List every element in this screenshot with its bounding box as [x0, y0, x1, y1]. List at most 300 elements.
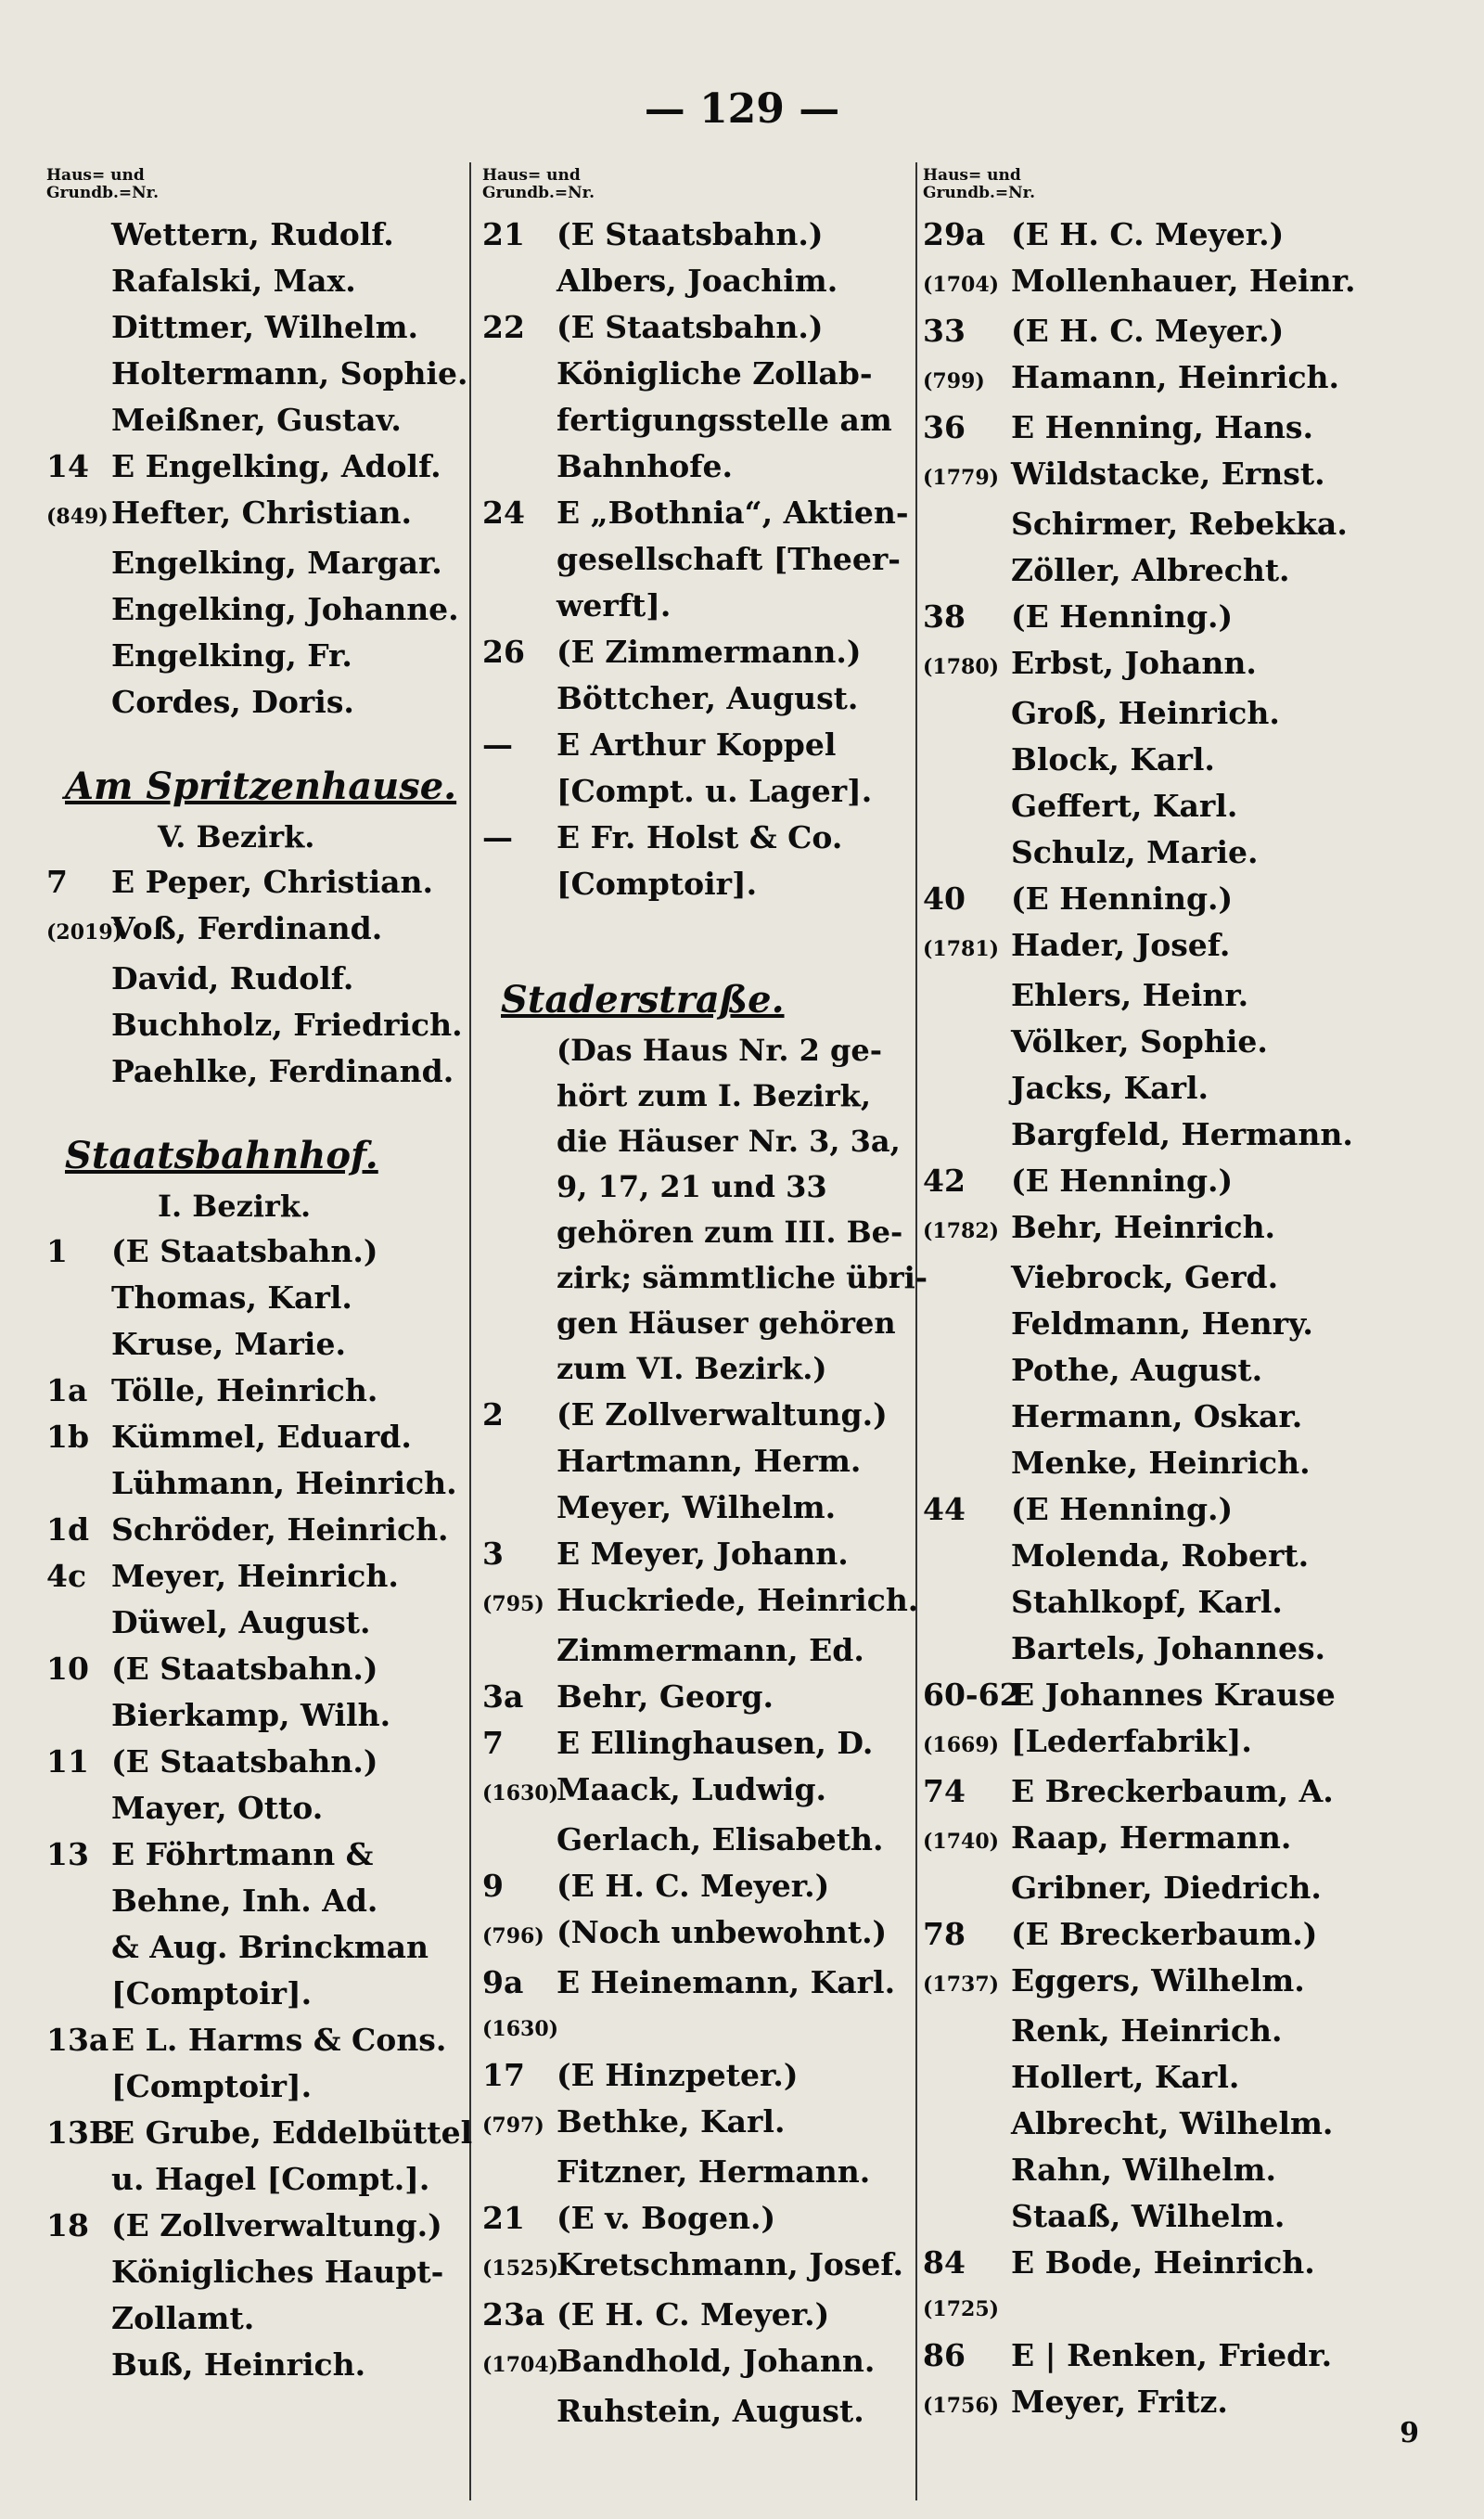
entry-text: Kretschmann, Josef.: [556, 2246, 903, 2282]
entry-text: Behr, Georg.: [556, 1678, 774, 1715]
note-line: die Häuser Nr. 3, 3a,: [556, 1124, 901, 1159]
entry-row: [923, 1204, 1405, 1254]
street-heading: Staatsbahnhof.: [65, 1134, 378, 1177]
entry-text: Buchholz, Friedrich.: [111, 1007, 463, 1043]
entry-text: Eggers, Wilhelm.: [1011, 1962, 1305, 1998]
entry-row: [923, 1112, 1405, 1158]
column-header: Haus= und Grundb.=Nr.: [46, 166, 159, 202]
house-number: 2: [482, 1396, 504, 1433]
entry-row: [482, 1438, 918, 1484]
entry-text: (Noch unbewohnt.): [556, 1914, 888, 1950]
entry-row: [923, 1865, 1405, 1911]
house-number: —: [482, 726, 513, 763]
entry-row: [923, 1768, 1405, 1815]
entry-row: [46, 1321, 473, 1368]
entry-row: [46, 1002, 473, 1048]
entry-row: [923, 1065, 1405, 1112]
entry-row: [46, 212, 473, 258]
entry-text: E Bode, Heinrich.: [1011, 2244, 1315, 2281]
entry-text: Huckriede, Heinrich.: [556, 1582, 919, 1618]
entry-row: [46, 1048, 473, 1095]
entry-row: [923, 1486, 1405, 1533]
entry-row: [923, 354, 1405, 405]
entry-row: [482, 536, 918, 583]
entry-row: [46, 633, 473, 679]
entry-text: (E Staatsbahn.): [111, 1233, 378, 1269]
entry-text: Schulz, Marie.: [1011, 834, 1259, 870]
entry-text: Bahnhofe.: [556, 448, 733, 484]
entry-text: Engelking, Margar.: [111, 545, 442, 581]
register-number: (1704): [923, 273, 1000, 297]
house-number: 13a: [46, 2022, 109, 2058]
entry-row: [46, 540, 473, 586]
entry-row: [482, 490, 918, 536]
entry-text: Schröder, Heinrich.: [111, 1511, 449, 1548]
entry-text: Mayer, Otto.: [111, 1790, 324, 1826]
entry-text: (E Henning.): [1011, 880, 1234, 917]
entry-row: [482, 2006, 918, 2052]
entry-row: [482, 722, 918, 768]
entry-text: E „Bothnia“, Aktien-: [556, 495, 909, 531]
entry-text: [Compt. u. Lager].: [556, 773, 873, 809]
entry-text: Hader, Josef.: [1011, 927, 1231, 963]
house-number: 26: [482, 634, 525, 670]
entry-row: [46, 1460, 473, 1507]
entry-row: [46, 1600, 473, 1646]
entry-row: [482, 1627, 918, 1674]
entry-text: E Arthur Koppel: [556, 726, 837, 763]
entry-row: [923, 2333, 1405, 2379]
house-number: 7: [482, 1725, 504, 1761]
district-label: I. Bezirk.: [158, 1189, 312, 1224]
entry-row: [923, 2286, 1405, 2333]
column-2: [482, 166, 928, 2435]
entry-text: Schirmer, Rebekka.: [1011, 506, 1348, 542]
entry-row: [923, 829, 1405, 876]
entry-row: [923, 1815, 1405, 1865]
entry-row: [482, 304, 918, 351]
entry-text: David, Rudolf.: [111, 960, 354, 996]
entry-row: [482, 2149, 918, 2195]
entry-text: Hefter, Christian.: [111, 495, 412, 531]
entry-text: (E Staatsbahn.): [556, 216, 824, 252]
note-line: gehören zum III. Be-: [556, 1215, 903, 1250]
entry-row: [923, 972, 1405, 1019]
entry-row: [482, 2338, 918, 2388]
entry-text: Renk, Heinrich.: [1011, 2012, 1283, 2049]
entry-text: Gerlach, Elisabeth.: [556, 1821, 884, 1857]
entry-text: Geffert, Karl.: [1011, 788, 1238, 824]
entry-text: Kümmel, Eduard.: [111, 1419, 412, 1455]
entry-text: Gribner, Diedrich.: [1011, 1870, 1322, 1906]
entry-text: u. Hagel [Compt.].: [111, 2161, 430, 2197]
entry-row: [482, 1909, 918, 1960]
register-number: (1780): [923, 655, 1000, 679]
entry-row: [46, 397, 473, 443]
entry-text: Hermann, Oskar.: [1011, 1398, 1303, 1434]
entry-text: (E Zollverwaltung.): [111, 2207, 442, 2243]
house-number: 22: [482, 309, 525, 345]
entry-text: (E Staatsbahn.): [111, 1743, 378, 1780]
entry-text: Bargfeld, Hermann.: [1011, 1116, 1353, 1152]
house-number: 9a: [482, 1964, 524, 2000]
entry-row: [482, 2195, 918, 2242]
entry-text: Holtermann, Sophie.: [111, 355, 468, 392]
house-number: 17: [482, 2057, 525, 2093]
entry-text: Hollert, Karl.: [1011, 2059, 1240, 2095]
entry-text: E Meyer, Johann.: [556, 1536, 849, 1572]
entry-text: Zimmermann, Ed.: [556, 1632, 864, 1668]
entry-row: [46, 956, 473, 1002]
entry-row: [923, 737, 1405, 783]
entry-row: [923, 501, 1405, 547]
entry-text: E Heinemann, Karl.: [556, 1964, 896, 2000]
note-line: hört zum I. Bezirk,: [556, 1078, 871, 1113]
entry-row: [46, 2295, 473, 2342]
entry-text: Behne, Inh. Ad.: [111, 1883, 378, 1919]
entry-row: [482, 629, 918, 675]
register-number: (2019): [46, 920, 123, 945]
register-number: (1704): [482, 2353, 559, 2377]
entry-text: (E Breckerbaum.): [1011, 1916, 1318, 1952]
entry-row: [482, 258, 918, 304]
entry-text: E | Renken, Friedr.: [1011, 2337, 1333, 2373]
entry-row: [482, 1392, 918, 1438]
entry-row: [46, 1924, 473, 1971]
entry-row: [46, 679, 473, 726]
entry-text: Tölle, Heinrich.: [111, 1372, 378, 1408]
entries-block: [482, 212, 918, 907]
register-number: (1725): [923, 2297, 1000, 2321]
entry-text: (E Henning.): [1011, 598, 1234, 635]
entry-text: Bartels, Johannes.: [1011, 1630, 1326, 1666]
register-number: (1740): [923, 1830, 1000, 1854]
entry-text: E Breckerbaum, A.: [1011, 1773, 1334, 1809]
entry-row: [46, 2342, 473, 2388]
entry-row: [482, 1863, 918, 1909]
entry-text: Albrecht, Wilhelm.: [1011, 2105, 1334, 2141]
entry-row: [46, 1507, 473, 1553]
entries-block: [46, 859, 473, 1095]
entry-row: [923, 2054, 1405, 2101]
entry-text: Völker, Sophie.: [1011, 1023, 1268, 1060]
house-number: 60-62: [923, 1677, 1021, 1713]
entry-text: Feldmann, Henry.: [1011, 1305, 1313, 1342]
entry-row: [46, 2017, 473, 2063]
entry-row: [482, 583, 918, 629]
entry-row: [923, 1347, 1405, 1394]
entry-row: [923, 1301, 1405, 1347]
entry-row: [482, 2388, 918, 2435]
signature-mark: 9: [1400, 2417, 1419, 2449]
house-number: —: [482, 819, 513, 855]
entry-row: [923, 2240, 1405, 2286]
entry-row: [46, 2156, 473, 2203]
entry-row: [923, 405, 1405, 451]
register-number: (1630): [482, 1781, 559, 1806]
house-number: 78: [923, 1916, 966, 1952]
entry-text: (E H. C. Meyer.): [556, 1868, 830, 1904]
entry-row: [923, 594, 1405, 640]
entry-row: [46, 351, 473, 397]
entry-row: [482, 443, 918, 490]
entry-row: [923, 1158, 1405, 1204]
entry-text: (E v. Bogen.): [556, 2200, 776, 2236]
entry-row: [923, 1394, 1405, 1440]
entry-text: Kruse, Marie.: [111, 1326, 346, 1362]
entry-text: Fitzner, Hermann.: [556, 2153, 871, 2190]
house-number: 23a: [482, 2296, 545, 2333]
entry-text: Thomas, Karl.: [111, 1279, 352, 1316]
entry-text: fertigungsstelle am: [556, 402, 892, 438]
entry-text: Buß, Heinrich.: [111, 2346, 366, 2383]
entry-text: Böttcher, August.: [556, 680, 859, 716]
entry-text: E L. Harms & Cons.: [111, 2022, 447, 2058]
entries-block: [46, 1228, 473, 2388]
entry-text: Staaß, Wilhelm.: [1011, 2198, 1286, 2234]
entry-text: Cordes, Doris.: [111, 684, 354, 720]
register-number: (849): [46, 505, 109, 529]
entry-row: [923, 2193, 1405, 2240]
house-number: 10: [46, 1651, 89, 1687]
entry-row: [482, 212, 918, 258]
entry-text: [Lederfabrik].: [1011, 1723, 1252, 1759]
entry-row: [482, 1531, 918, 1577]
entry-row: [46, 1878, 473, 1924]
entry-text: (E Zollverwaltung.): [556, 1396, 888, 1433]
house-number: 84: [923, 2244, 966, 2281]
entry-text: (E Henning.): [1011, 1491, 1234, 1527]
entry-text: Rahn, Wilhelm.: [1011, 2152, 1277, 2188]
register-number: (1756): [923, 2394, 1000, 2418]
entry-row: [482, 351, 918, 397]
entry-text: (E Hinzpeter.): [556, 2057, 799, 2093]
house-number: 24: [482, 495, 525, 531]
entry-row: [46, 1646, 473, 1692]
note-line: zum VI. Bezirk.): [556, 1351, 827, 1386]
entry-text: Königliches Haupt-: [111, 2254, 444, 2290]
entry-row: [923, 1626, 1405, 1672]
entry-row: [482, 1674, 918, 1720]
entry-text: Block, Karl.: [1011, 741, 1215, 778]
entry-row: [923, 212, 1405, 258]
entry-row: [482, 397, 918, 443]
entry-row: [482, 2242, 918, 2292]
entry-row: [482, 1817, 918, 1863]
register-number: (797): [482, 2114, 544, 2138]
register-number: (1630): [482, 2017, 559, 2041]
entries-block: [46, 212, 473, 726]
house-number: 13: [46, 1836, 89, 1872]
register-number: (1669): [923, 1733, 1000, 1757]
entry-text: Bethke, Karl.: [556, 2103, 786, 2140]
house-number: 9: [482, 1868, 504, 1904]
entry-text: werft].: [556, 587, 672, 623]
note-line: gen Häuser gehören: [556, 1305, 896, 1341]
entry-text: Stahlkopf, Karl.: [1011, 1584, 1283, 1620]
entry-text: Meyer, Heinrich.: [111, 1558, 399, 1594]
entry-text: & Aug. Brinckman: [111, 1929, 429, 1965]
entry-text: Düwel, August.: [111, 1604, 371, 1640]
entry-text: Viebrock, Gerd.: [1011, 1259, 1279, 1295]
column-header: Haus= und Grundb.=Nr.: [482, 166, 595, 202]
entry-row: [46, 1553, 473, 1600]
entry-row: [46, 443, 473, 490]
register-number: (799): [923, 369, 985, 393]
house-number: 42: [923, 1163, 966, 1199]
entry-text: Rafalski, Max.: [111, 263, 356, 299]
entry-row: [46, 2110, 473, 2156]
entry-text: Behr, Heinrich.: [1011, 1209, 1276, 1245]
house-number: 11: [46, 1743, 89, 1780]
entry-row: [46, 490, 473, 540]
note-line: zirk; sämmtliche übri-: [556, 1260, 928, 1295]
entry-text: Meyer, Wilhelm.: [556, 1489, 837, 1525]
entry-row: [46, 1228, 473, 1275]
entry-text: Meyer, Fritz.: [1011, 2384, 1228, 2420]
street-note: [482, 1028, 928, 1392]
entry-row: [46, 1414, 473, 1460]
house-number: 1b: [46, 1419, 90, 1455]
entry-text: (E H. C. Meyer.): [1011, 216, 1285, 252]
house-number: 74: [923, 1773, 966, 1809]
entry-text: Engelking, Johanne.: [111, 591, 459, 627]
entry-row: [46, 1831, 473, 1878]
entry-row: [923, 2101, 1405, 2147]
entry-text: Mollenhauer, Heinr.: [1011, 263, 1356, 299]
register-number: (1782): [923, 1219, 1000, 1243]
entry-text: Meißner, Gustav.: [111, 402, 402, 438]
entry-text: Zöller, Albrecht.: [1011, 552, 1290, 588]
register-number: (796): [482, 1924, 544, 1948]
entry-row: [46, 586, 473, 633]
entry-text: (E H. C. Meyer.): [1011, 313, 1285, 349]
column-header: Haus= und Grundb.=Nr.: [923, 166, 1035, 202]
entry-row: [46, 1368, 473, 1414]
entry-row: [923, 1958, 1405, 2008]
house-number: 18: [46, 2207, 89, 2243]
entry-row: [46, 859, 473, 906]
entry-row: [923, 451, 1405, 501]
entry-text: E Johannes Krause: [1011, 1677, 1336, 1713]
entry-row: [482, 815, 918, 861]
entry-text: Maack, Ludwig.: [556, 1771, 827, 1807]
entry-text: Hamann, Heinrich.: [1011, 359, 1340, 395]
house-number: 44: [923, 1491, 966, 1527]
entries-block: [923, 212, 1405, 2429]
entry-row: [482, 1767, 918, 1817]
entry-text: E Engelking, Adolf.: [111, 448, 441, 484]
house-number: 1d: [46, 1511, 90, 1548]
house-number: 21: [482, 216, 525, 252]
entry-row: [923, 690, 1405, 737]
entry-row: [482, 2099, 918, 2149]
house-number: 21: [482, 2200, 525, 2236]
entry-text: Erbst, Johann.: [1011, 645, 1257, 681]
entry-row: [46, 1739, 473, 1785]
house-number: 13B: [46, 2114, 115, 2151]
house-number: 3: [482, 1536, 504, 1572]
entry-text: [Comptoir].: [556, 866, 758, 902]
entry-row: [923, 1672, 1405, 1718]
entry-text: Lühmann, Heinrich.: [111, 1465, 457, 1501]
entry-text: (E Henning.): [1011, 1163, 1234, 1199]
street-heading: Am Spritzenhause.: [65, 765, 457, 808]
entry-text: (E Staatsbahn.): [111, 1651, 378, 1687]
entry-text: Wildstacke, Ernst.: [1011, 456, 1325, 492]
entry-row: [923, 1254, 1405, 1301]
entry-text: Molenda, Robert.: [1011, 1537, 1310, 1574]
entry-text: [Comptoir].: [111, 2068, 313, 2104]
entry-text: Groß, Heinrich.: [1011, 695, 1280, 731]
entry-row: [923, 1440, 1405, 1486]
entry-text: Bandhold, Johann.: [556, 2343, 876, 2379]
entry-text: (E Staatsbahn.): [556, 309, 824, 345]
house-number: 1a: [46, 1372, 88, 1408]
entries-block: [482, 1392, 918, 2435]
entry-row: [482, 2292, 918, 2338]
register-number: (1781): [923, 937, 1000, 961]
house-number: 4c: [46, 1558, 87, 1594]
register-number: (795): [482, 1592, 544, 1616]
entry-text: Wettern, Rudolf.: [111, 216, 394, 252]
entry-row: [46, 2063, 473, 2110]
house-number: 40: [923, 880, 966, 917]
entry-row: [923, 640, 1405, 690]
entry-row: [46, 1971, 473, 2017]
entry-row: [46, 304, 473, 351]
entry-row: [482, 768, 918, 815]
entry-text: Hartmann, Herm.: [556, 1443, 862, 1479]
note-line: (Das Haus Nr. 2 ge-: [556, 1033, 883, 1068]
entry-row: [923, 2147, 1405, 2193]
entry-row: [482, 1720, 918, 1767]
house-number: 33: [923, 313, 966, 349]
entry-text: Engelking, Fr.: [111, 637, 352, 674]
register-number: (1525): [482, 2256, 559, 2281]
entry-text: E Fr. Holst & Co.: [556, 819, 843, 855]
entry-row: [482, 2052, 918, 2099]
entry-row: [923, 876, 1405, 922]
entry-row: [482, 861, 918, 907]
entry-row: [923, 1718, 1405, 1768]
register-number: (1737): [923, 1973, 1000, 1997]
entry-row: [923, 2379, 1405, 2429]
entry-text: Pothe, August.: [1011, 1352, 1263, 1388]
entry-text: Zollamt.: [111, 2300, 255, 2336]
entry-text: Raap, Hermann.: [1011, 1819, 1292, 1856]
house-number: 7: [46, 864, 68, 900]
entry-text: Dittmer, Wilhelm.: [111, 309, 418, 345]
entry-text: E Ellinghausen, D.: [556, 1725, 874, 1761]
house-number: 3a: [482, 1678, 524, 1715]
entry-text: Königliche Zollab-: [556, 355, 873, 392]
entry-text: (E H. C. Meyer.): [556, 2296, 830, 2333]
column-1: [46, 167, 473, 2388]
house-number: 86: [923, 2337, 966, 2373]
entry-text: Bierkamp, Wilh.: [111, 1697, 391, 1733]
house-number: 29a: [923, 216, 986, 252]
entry-row: [923, 258, 1405, 308]
entry-row: [923, 308, 1405, 354]
entry-row: [482, 1484, 918, 1531]
column-3: [923, 167, 1405, 2429]
entry-row: [482, 1960, 918, 2006]
entry-text: E Föhrtmann &: [111, 1836, 374, 1872]
entry-text: Voß, Ferdinand.: [111, 910, 383, 946]
entry-row: [923, 922, 1405, 972]
entry-row: [923, 1911, 1405, 1958]
